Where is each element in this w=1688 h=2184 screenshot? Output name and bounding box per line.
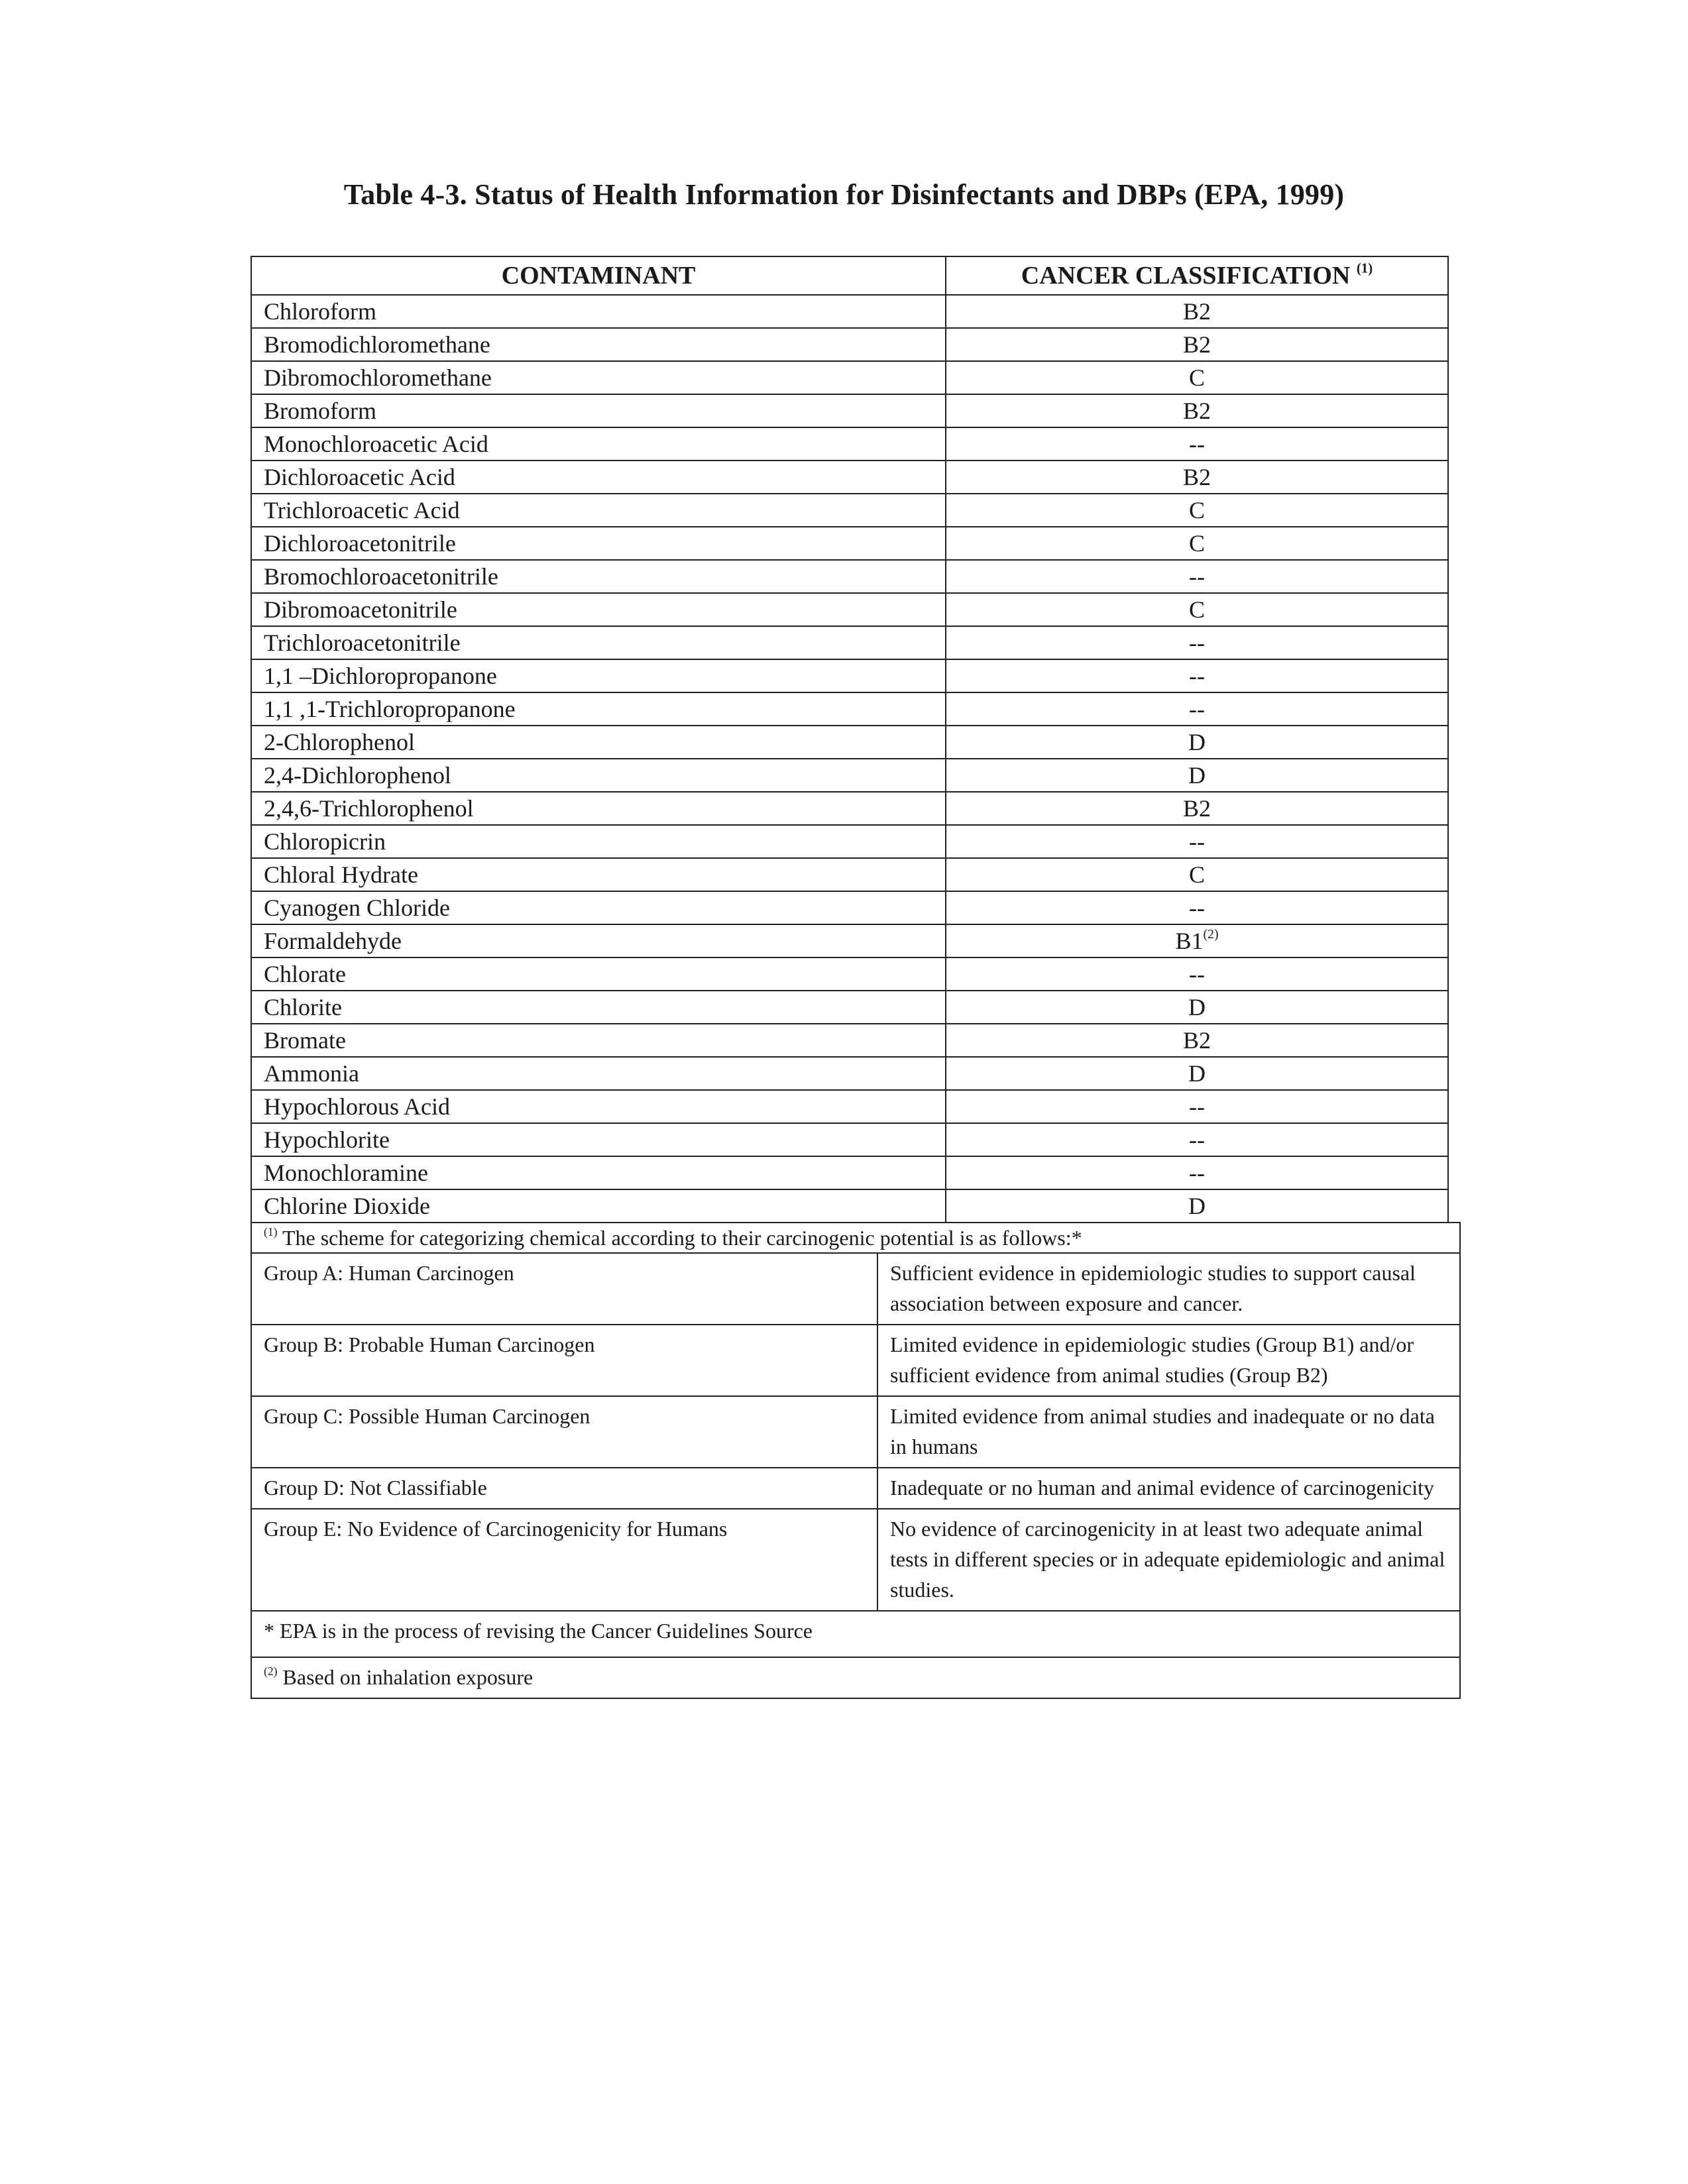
cancer-classification (946, 659, 1448, 692)
contaminant-name: Cyanogen Chloride (251, 891, 946, 924)
classification-value: -- (1189, 828, 1205, 855)
group-name: Group B: Probable Human Carcinogen (251, 1325, 877, 1396)
contaminant-name: Dibromoacetonitrile (251, 593, 946, 626)
group-row (251, 1468, 1460, 1509)
table-row (251, 593, 1448, 626)
cancer-classification (946, 361, 1448, 394)
classification-value: C (1188, 530, 1205, 557)
cancer-classification (946, 626, 1448, 659)
classification-value: B2 (1182, 464, 1211, 490)
cancer-classification (946, 759, 1448, 792)
classification-value: -- (1189, 961, 1205, 987)
contaminant-name: 1,1 –Dichloropropanone (251, 659, 946, 692)
classification-value: C (1188, 596, 1205, 623)
contaminant-name: Dibromochloromethane (251, 361, 946, 394)
table-row (251, 1090, 1448, 1123)
cancer-classification (946, 394, 1448, 427)
classification-value: B2 (1182, 398, 1211, 424)
group-row (251, 1253, 1460, 1325)
table-header-row (251, 256, 1448, 295)
group-description: Limited evidence in epidemiologic studies (Group B1) and/or sufficient evidence from animal studies (Group B2) (877, 1325, 1460, 1396)
table-row (251, 560, 1448, 593)
footnote-marker: (1) (1356, 260, 1373, 276)
table-row (251, 427, 1448, 461)
table-row (251, 394, 1448, 427)
group-name: Group A: Human Carcinogen (251, 1253, 877, 1325)
contaminant-name: Chloral Hydrate (251, 858, 946, 891)
cancer-classification (946, 1156, 1448, 1189)
classification-value: B2 (1182, 795, 1211, 822)
classification-value: -- (1189, 1093, 1205, 1120)
footnote-1-row (251, 1223, 1460, 1253)
contaminant-name: Dichloroacetonitrile (251, 527, 946, 560)
table-row (251, 858, 1448, 891)
footnote-marker: (2) (1203, 927, 1219, 942)
footnote-1-text: The scheme for categorizing chemical according to their carcinogenic potential is as follows:* (277, 1226, 1082, 1250)
contaminant-name: 2,4,6-Trichlorophenol (251, 792, 946, 825)
contaminant-name: Bromoform (251, 394, 946, 427)
classification-header-label: CANCER CLASSIFICATION (1021, 262, 1351, 290)
group-description: Limited evidence from animal studies and inadequate or no data in humans (877, 1396, 1460, 1468)
contaminant-name: Hypochlorous Acid (251, 1090, 946, 1123)
group-description: Inadequate or no human and animal evidence of carcinogenicity (877, 1468, 1460, 1509)
contaminant-name: Ammonia (251, 1057, 946, 1090)
contaminant-name: 1,1 ,1-Trichloropropanone (251, 692, 946, 726)
group-description: No evidence of carcinogenicity in at least two adequate animal tests in different species or in adequate epidemiologic and animal studies. (877, 1509, 1460, 1611)
group-row (251, 1325, 1460, 1396)
contaminant-name: Hypochlorite (251, 1123, 946, 1156)
column-header-classification (946, 256, 1448, 295)
cancer-classification (946, 1024, 1448, 1057)
cancer-classification (946, 461, 1448, 494)
contaminant-name: Bromodichloromethane (251, 328, 946, 361)
classification-value: -- (1189, 1126, 1205, 1153)
contaminant-name: Trichloroacetic Acid (251, 494, 946, 527)
cancer-classification (946, 991, 1448, 1024)
table-row (251, 891, 1448, 924)
contaminant-name: Chloroform (251, 295, 946, 328)
source-note-row (251, 1611, 1460, 1657)
cancer-classification (946, 494, 1448, 527)
cancer-classification (946, 924, 1448, 957)
classification-scheme-table (251, 1222, 1461, 1699)
contaminant-name: Trichloroacetonitrile (251, 626, 946, 659)
table-row (251, 328, 1448, 361)
contaminant-name: Chlorine Dioxide (251, 1189, 946, 1223)
table-row (251, 461, 1448, 494)
classification-value: -- (1189, 1160, 1205, 1186)
classification-value: C (1188, 861, 1205, 888)
classification-value: C (1188, 497, 1205, 523)
contaminant-name: Formaldehyde (251, 924, 946, 957)
group-description: Sufficient evidence in epidemiologic studies to support causal association between exposure and cancer. (877, 1253, 1460, 1325)
classification-value: D (1188, 762, 1206, 789)
cancer-classification (946, 1189, 1448, 1223)
classification-value: -- (1189, 663, 1205, 689)
cancer-classification (946, 427, 1448, 461)
classification-value: C (1188, 364, 1205, 391)
cancer-classification (946, 295, 1448, 328)
cancer-classification (946, 560, 1448, 593)
contaminant-name: Dichloroacetic Acid (251, 461, 946, 494)
contaminant-name: 2,4-Dichlorophenol (251, 759, 946, 792)
classification-value: -- (1189, 895, 1205, 921)
cancer-classification (946, 792, 1448, 825)
classification-value: B2 (1182, 1027, 1211, 1054)
classification-value: B2 (1182, 331, 1211, 358)
cancer-classification (946, 825, 1448, 858)
cancer-classification (946, 527, 1448, 560)
contaminant-name: Chlorite (251, 991, 946, 1024)
contaminant-name: Chlorate (251, 957, 946, 991)
table-row (251, 1189, 1448, 1223)
contaminant-table (251, 256, 1449, 1223)
footnote-2-text: Based on inhalation exposure (277, 1665, 534, 1689)
source-note: * EPA is in the process of revising the Cancer Guidelines Source (251, 1611, 1460, 1657)
classification-value: -- (1189, 431, 1205, 457)
table-row (251, 825, 1448, 858)
classification-value: D (1188, 1193, 1206, 1219)
contaminant-name: 2-Chlorophenol (251, 726, 946, 759)
cancer-classification (946, 1123, 1448, 1156)
cancer-classification (946, 858, 1448, 891)
cancer-classification (946, 593, 1448, 626)
table-row (251, 692, 1448, 726)
table-row (251, 1123, 1448, 1156)
column-header-contaminant: CONTAMINANT (251, 256, 946, 295)
contaminant-name: Monochloramine (251, 1156, 946, 1189)
cancer-classification (946, 957, 1448, 991)
footnote-1 (251, 1223, 1460, 1253)
group-row (251, 1396, 1460, 1468)
table-title: Table 4-3. Status of Health Information for Disinfectants and DBPs (EPA, 1999) (343, 178, 1345, 211)
table-row (251, 295, 1448, 328)
contaminant-name: Chloropicrin (251, 825, 946, 858)
table-row (251, 957, 1448, 991)
cancer-classification (946, 891, 1448, 924)
table-row (251, 659, 1448, 692)
group-name: Group E: No Evidence of Carcinogenicity for Humans (251, 1509, 877, 1611)
classification-value: -- (1189, 563, 1205, 590)
group-name: Group D: Not Classifiable (251, 1468, 877, 1509)
cancer-classification (946, 1090, 1448, 1123)
footnote-2 (251, 1657, 1460, 1698)
footnote-2-marker: (2) (264, 1664, 278, 1678)
footnote-1-marker: (1) (264, 1225, 278, 1238)
contaminant-name: Bromochloroacetonitrile (251, 560, 946, 593)
classification-value: D (1188, 1060, 1206, 1087)
cancer-classification (946, 692, 1448, 726)
table-row (251, 361, 1448, 394)
table-row (251, 1057, 1448, 1090)
table-row (251, 1024, 1448, 1057)
cancer-classification (946, 328, 1448, 361)
table-row (251, 494, 1448, 527)
cancer-classification (946, 726, 1448, 759)
classification-value: -- (1189, 696, 1205, 722)
table-row (251, 759, 1448, 792)
table-row (251, 792, 1448, 825)
classification-value: -- (1189, 629, 1205, 656)
classification-value: D (1188, 994, 1206, 1020)
table-row (251, 924, 1448, 957)
classification-value: B1 (1175, 928, 1204, 954)
classification-value: B2 (1182, 298, 1211, 325)
contaminant-name: Monochloroacetic Acid (251, 427, 946, 461)
table-row (251, 527, 1448, 560)
table-row (251, 726, 1448, 759)
classification-value: D (1188, 729, 1206, 755)
group-name: Group C: Possible Human Carcinogen (251, 1396, 877, 1468)
table-row (251, 1156, 1448, 1189)
cancer-classification (946, 1057, 1448, 1090)
table-row (251, 991, 1448, 1024)
footnote-2-row (251, 1657, 1460, 1698)
table-row (251, 626, 1448, 659)
contaminant-name: Bromate (251, 1024, 946, 1057)
group-row (251, 1509, 1460, 1611)
